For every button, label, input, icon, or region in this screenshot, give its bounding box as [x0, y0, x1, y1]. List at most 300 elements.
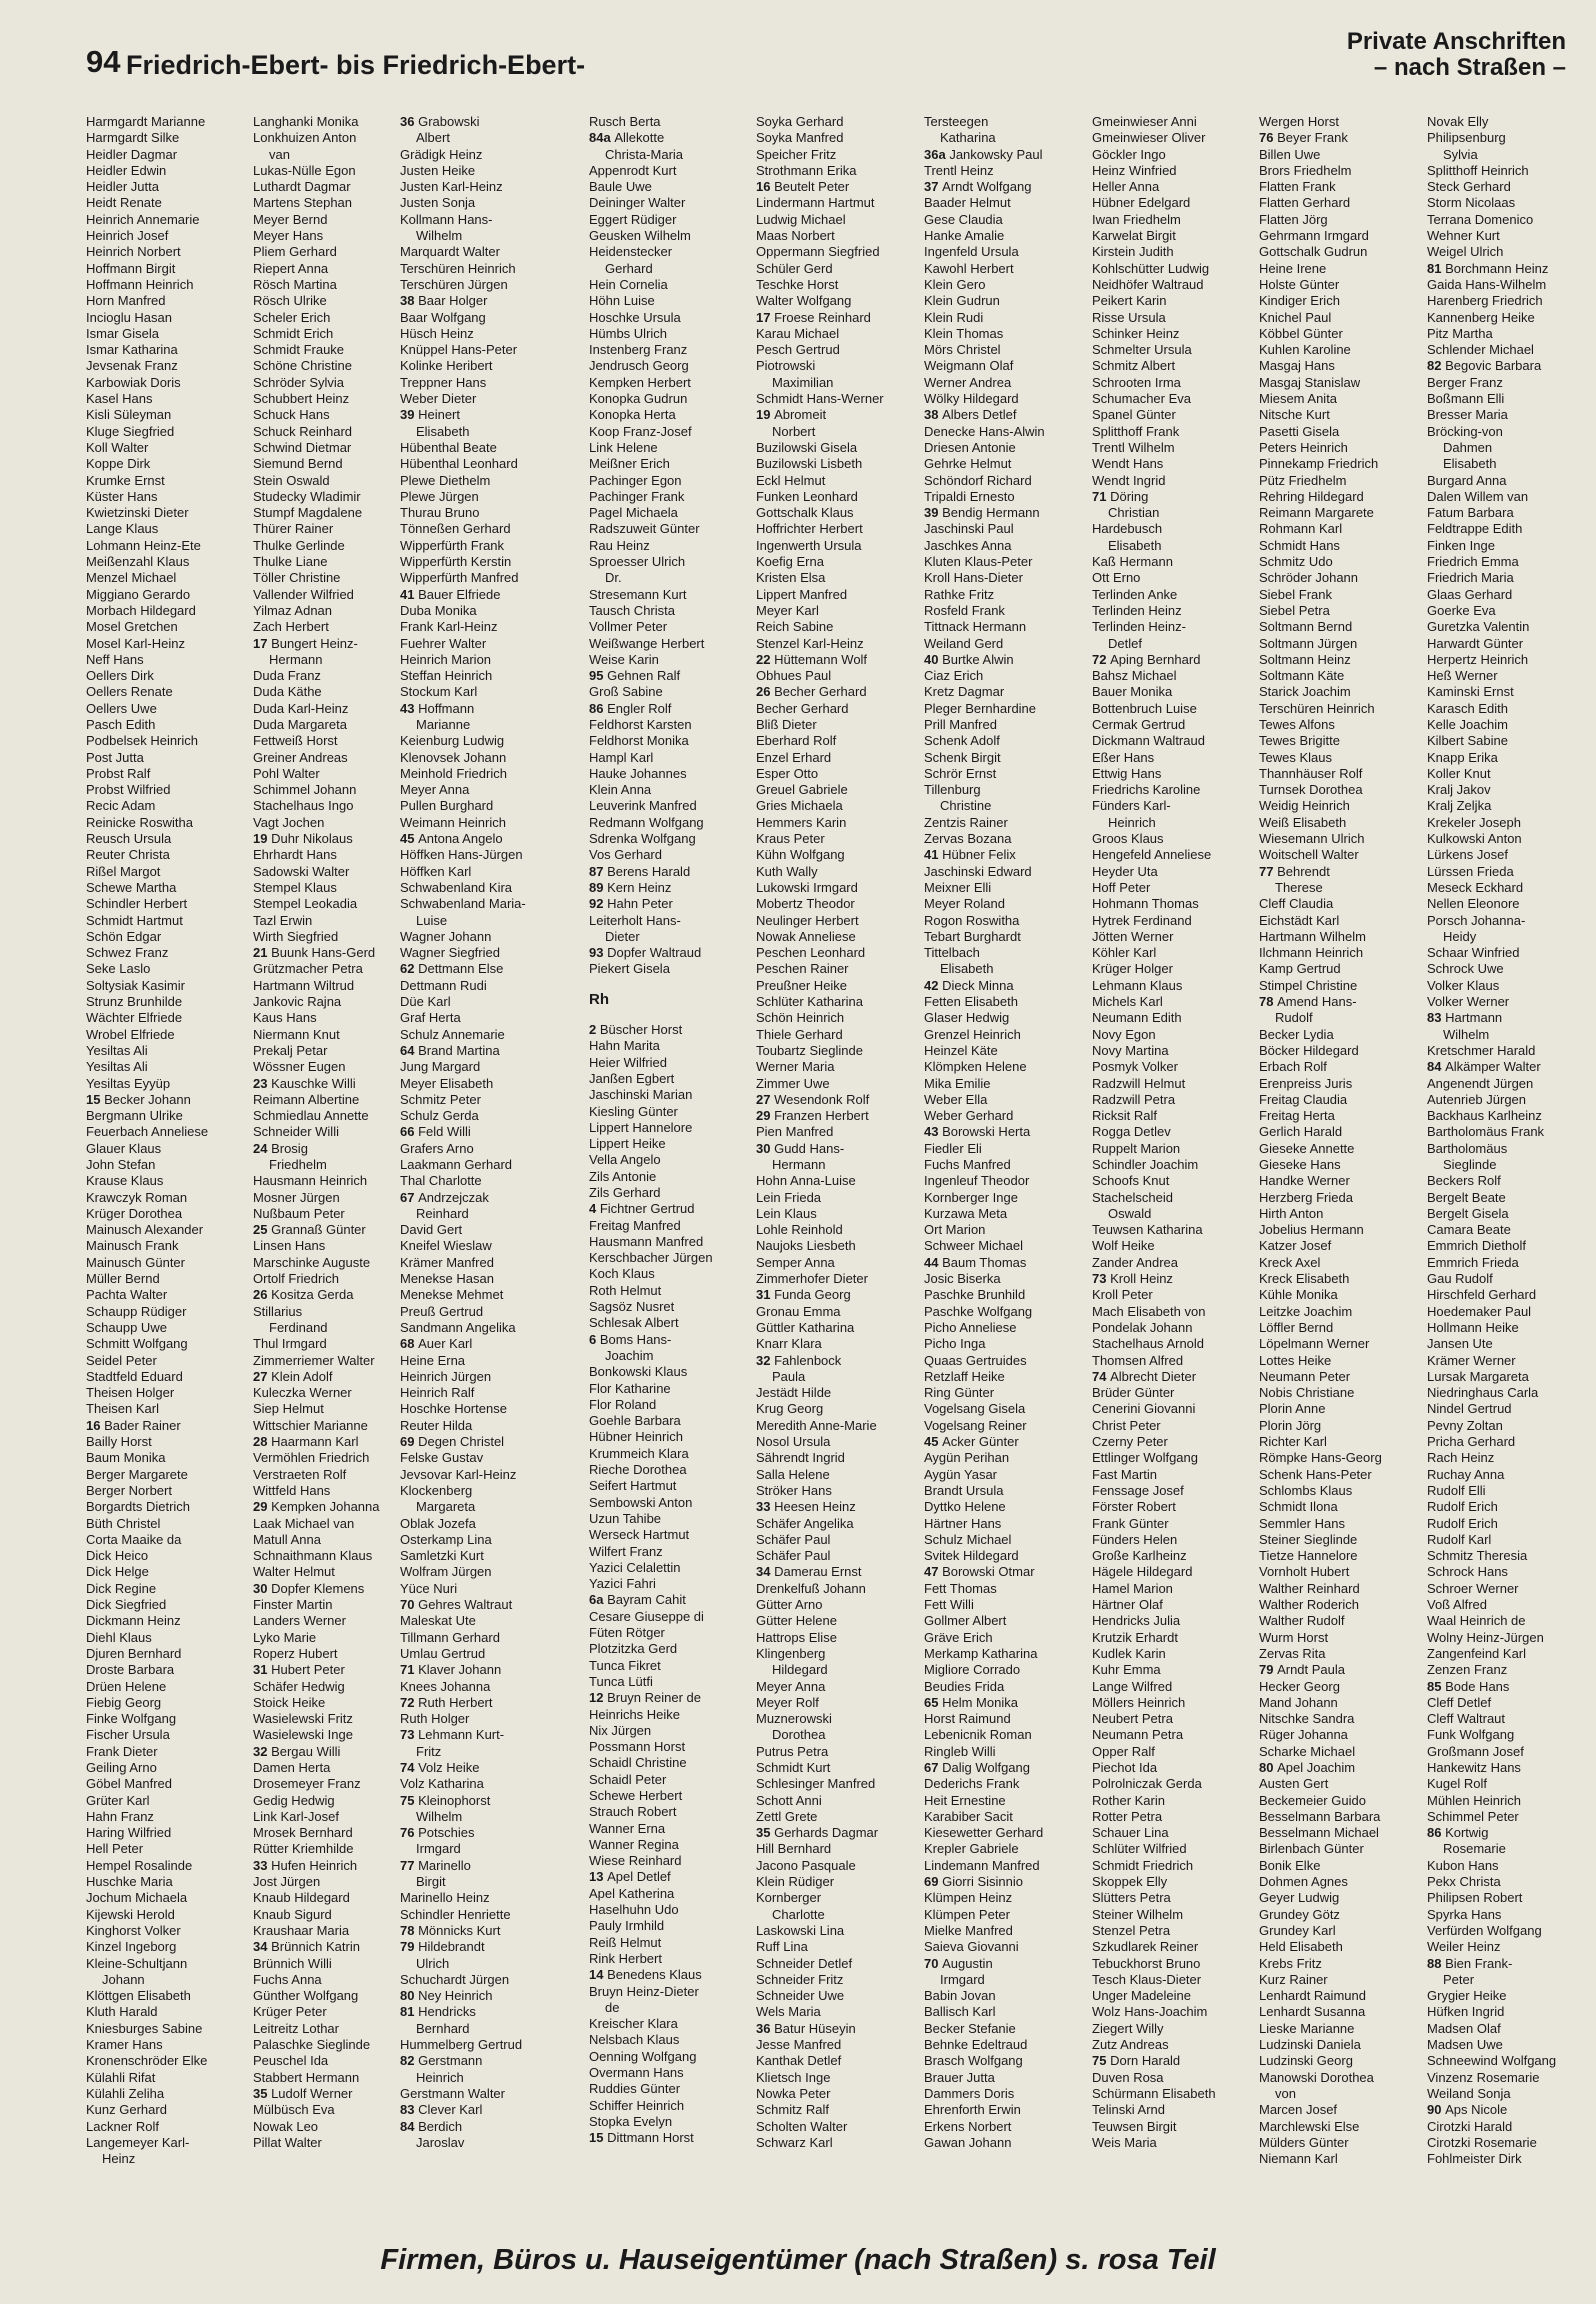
- house-number: 73: [1092, 1271, 1111, 1287]
- directory-entry: 76 Beyer Frank: [1259, 130, 1348, 146]
- column-6: [924, 114, 1086, 2220]
- house-number: 47: [924, 1564, 943, 1580]
- directory-entry: Pasetti Gisela: [1259, 423, 1340, 439]
- directory-entry: 64 Brand Martina: [400, 1042, 500, 1058]
- directory-entry: Radszuweit Günter: [589, 521, 700, 537]
- directory-entry: Friedrich Emma: [1427, 554, 1519, 570]
- directory-entry: Nobis Christiane: [1259, 1385, 1355, 1401]
- directory-entry: Held Elisabeth: [1259, 1939, 1343, 1955]
- directory-entry: Mainusch Frank: [86, 1238, 179, 1254]
- directory-entry: Jestädt Hilde: [756, 1385, 832, 1401]
- directory-entry: Lieske Marianne: [1259, 2020, 1355, 2036]
- directory-entry: Schröder Johann: [1259, 570, 1359, 586]
- directory-entry: 33 Heesen Heinz: [756, 1499, 856, 1515]
- directory-entry: Naujoks Liesbeth: [756, 1238, 856, 1254]
- directory-entry: Kretschmer Harald: [1427, 1042, 1536, 1058]
- directory-entry: Ricksit Ralf: [1092, 1108, 1158, 1124]
- directory-entry: Rach Heinz: [1427, 1450, 1495, 1466]
- directory-entry: Wächter Elfriede: [86, 1010, 183, 1026]
- directory-entry: Rißel Margot: [86, 863, 161, 879]
- directory-entry: Holste Günter: [1259, 276, 1340, 292]
- directory-entry: Kluth Harald: [86, 2004, 158, 2020]
- entry-continuation: Rudolf: [1275, 1010, 1313, 1026]
- directory-entry: Mainusch Günter: [86, 1254, 185, 1270]
- entry-continuation: Sylvia: [1443, 146, 1478, 162]
- directory-entry: Hemmers Karin: [756, 814, 847, 830]
- directory-entry: Günther Wolfgang: [253, 1988, 359, 2004]
- directory-entry: 45 Acker Günter: [924, 1434, 1019, 1450]
- directory-entry: Hoffrichter Herbert: [756, 521, 863, 537]
- directory-entry: Hankewitz Hans: [1427, 1759, 1521, 1775]
- directory-entry: Kaus Hans: [253, 1010, 317, 1026]
- directory-entry: Kroll Hans-Dieter: [924, 570, 1023, 586]
- directory-entry: Feuerbach Anneliese: [86, 1124, 209, 1140]
- entry-continuation: Irmgard: [940, 1971, 985, 1987]
- directory-entry: Kroll Peter: [1092, 1287, 1153, 1303]
- entry-continuation: Bernhard: [416, 2020, 470, 2036]
- directory-entry: Stempel Klaus: [253, 879, 337, 895]
- directory-entry: Michels Karl: [1092, 994, 1163, 1010]
- directory-entry: Peikert Karin: [1092, 293, 1167, 309]
- directory-entry: Klömpken Helene: [924, 1059, 1027, 1075]
- directory-entry: Nitschke Sandra: [1259, 1711, 1355, 1727]
- directory-entry: Weidig Heinrich: [1259, 798, 1350, 814]
- directory-entry: Schwabenland Kira: [400, 879, 513, 895]
- directory-entry: Hoschke Ursula: [589, 309, 681, 325]
- directory-entry: Redmann Wolfgang: [589, 814, 704, 830]
- directory-entry: Karbowiak Doris: [86, 374, 181, 390]
- directory-entry: Kilbert Sabine: [1427, 733, 1508, 749]
- directory-entry: Hattrops Elise: [756, 1629, 837, 1645]
- directory-entry: Yesiltas Eyyüp: [86, 1075, 171, 1091]
- directory-entry: Siebel Petra: [1259, 602, 1330, 618]
- directory-entry: Czerny Peter: [1092, 1434, 1168, 1450]
- directory-entry: Wasielewski Inge: [253, 1727, 353, 1743]
- house-number: 79: [1259, 1662, 1278, 1678]
- directory-entry: Hoffmann Heinrich: [86, 276, 194, 292]
- directory-entry: Geyer Ludwig: [1259, 1890, 1340, 1906]
- directory-entry: Splitthoff Heinrich: [1427, 162, 1529, 178]
- directory-entry: Prekalj Petar: [253, 1042, 328, 1058]
- house-number: 41: [400, 586, 419, 602]
- directory-entry: Karabiber Sacit: [924, 1808, 1013, 1824]
- directory-entry: Schindler Joachim: [1092, 1157, 1199, 1172]
- directory-entry: Uzun Tahibe: [589, 1510, 662, 1526]
- directory-entry: Kuhr Emma: [1092, 1662, 1161, 1678]
- directory-entry: Hohn Anna-Luise: [756, 1173, 856, 1189]
- directory-entry: Karau Michael: [756, 325, 840, 341]
- directory-entry: Lenhardt Susanna: [1259, 2004, 1366, 2020]
- directory-entry: Hägele Hildegard: [1092, 1564, 1193, 1580]
- directory-entry: Pagel Michaela: [589, 505, 678, 521]
- directory-entry: Glauer Klaus: [86, 1140, 162, 1156]
- directory-entry: Drosemeyer Franz: [253, 1776, 361, 1792]
- directory-entry: Lohle Reinhold: [756, 1222, 843, 1238]
- house-number: 70: [400, 1597, 419, 1613]
- directory-entry: Koch Klaus: [589, 1266, 655, 1282]
- house-number: 23: [253, 1075, 272, 1091]
- directory-entry: Kasel Hans: [86, 391, 153, 407]
- directory-entry: Kronenschröder Elke: [86, 2053, 208, 2069]
- directory-entry: Beudies Frida: [924, 1678, 1005, 1694]
- directory-entry: Terlinden Heinz: [1092, 602, 1182, 618]
- directory-entry: Droste Barbara: [86, 1662, 175, 1678]
- directory-entry: 45 Antona Angelo: [400, 831, 503, 847]
- directory-entry: Retzlaff Heike: [924, 1368, 1005, 1384]
- directory-entry: Ortolf Friedrich: [253, 1271, 339, 1287]
- directory-entry: Rüger Johanna: [1259, 1727, 1348, 1743]
- directory-entry: Goehle Barbara: [589, 1413, 681, 1429]
- directory-entry: 95 Gehnen Ralf: [589, 668, 681, 684]
- house-number: 72: [400, 1694, 419, 1710]
- directory-entry: Krumke Ernst: [86, 472, 165, 488]
- directory-entry: Jankovic Rajna: [253, 994, 342, 1010]
- directory-entry: Tittnack Hermann: [924, 619, 1027, 635]
- directory-entry: Tesch Klaus-Dieter: [1092, 1971, 1202, 1987]
- directory-entry: Kurzawa Meta: [924, 1205, 1008, 1221]
- page-header: [0, 0, 1596, 96]
- directory-entry: Geiling Arno: [86, 1759, 157, 1775]
- directory-entry: 71 Döring: [1092, 488, 1149, 504]
- entry-continuation: Katharina: [940, 130, 996, 146]
- directory-entry: Landers Werner: [253, 1613, 346, 1629]
- directory-entry: Stadtfeld Eduard: [86, 1368, 183, 1384]
- directory-entry: Klein Gudrun: [924, 293, 1000, 309]
- directory-entry: Semmler Hans: [1259, 1515, 1345, 1531]
- directory-entry: Pesch Gertrud: [756, 342, 840, 358]
- directory-entry: Duba Monika: [400, 602, 477, 618]
- directory-entry: Steffan Heinrich: [400, 668, 493, 684]
- directory-entry: Angenendt Jürgen: [1427, 1075, 1534, 1091]
- directory-entry: 80 Apel Joachim: [1259, 1759, 1356, 1775]
- house-number: 70: [924, 1955, 943, 1971]
- directory-entry: Thürer Rainer: [253, 521, 334, 537]
- directory-entry: Aygün Perihan: [924, 1450, 1010, 1466]
- directory-entry: Lange Klaus: [86, 521, 159, 537]
- directory-entry: 83 Hartmann: [1427, 1010, 1503, 1026]
- directory-entry: Nindel Gertrud: [1427, 1401, 1512, 1417]
- entry-continuation: Wilhelm: [416, 228, 463, 244]
- directory-entry: Brauer Jutta: [924, 2069, 995, 2085]
- directory-entry: Cleff Claudia: [1259, 896, 1334, 912]
- directory-entry: Schneewind Wolfgang: [1427, 2053, 1557, 2069]
- directory-entry: Stabbert Hermann: [253, 2069, 360, 2085]
- directory-entry: Wehner Kurt: [1427, 228, 1500, 244]
- directory-entry: Schroer Werner: [1427, 1580, 1519, 1596]
- directory-entry: 78 Mönnicks Kurt: [400, 1922, 501, 1938]
- directory-entry: Rathke Fritz: [924, 586, 995, 602]
- directory-entry: Posmyk Volker: [1092, 1059, 1178, 1075]
- directory-entry: Härtner Olaf: [1092, 1597, 1163, 1613]
- directory-entry: Stimpel Christine: [1259, 977, 1358, 993]
- entry-continuation: Peter: [1443, 1971, 1475, 1987]
- directory-entry: Besselmann Michael: [1259, 1825, 1379, 1841]
- directory-entry: 86 Kortwig: [1427, 1825, 1489, 1841]
- directory-entry: Guretzka Valentin: [1427, 619, 1530, 635]
- directory-entry: Herpertz Heinrich: [1427, 651, 1529, 667]
- directory-entry: Piechot Ida: [1092, 1759, 1158, 1775]
- directory-entry: Bonik Elke: [1259, 1857, 1321, 1873]
- directory-entry: Wagner Siegfried: [400, 945, 500, 961]
- directory-entry: Palaschke Sieglinde: [253, 2037, 371, 2053]
- entry-continuation: Hildegard: [772, 1662, 828, 1678]
- directory-entry: Justen Karl-Heinz: [400, 179, 503, 195]
- directory-entry: Kleine-Schultjann: [86, 1955, 188, 1971]
- page-title: Friedrich-Ebert- bis Friedrich-Ebert-: [126, 50, 586, 80]
- directory-entry: Neulinger Herbert: [756, 912, 859, 928]
- directory-entry: Roth Helmut: [589, 1282, 662, 1298]
- directory-entry: Rudolf Karl: [1427, 1531, 1492, 1547]
- page-number: 94: [86, 44, 121, 79]
- directory-entry: Schmidt Hartmut: [86, 912, 183, 928]
- directory-entry: Gries Michaela: [756, 798, 843, 814]
- directory-entry: Ruff Lina: [756, 1939, 808, 1955]
- directory-entry: Gerlich Harald: [1259, 1124, 1343, 1140]
- directory-entry: 30 Gudd Hans-: [756, 1140, 845, 1156]
- directory-entry: Hamel Marion: [1092, 1580, 1173, 1596]
- directory-entry: Walter Wolfgang: [756, 293, 852, 309]
- directory-entry: Ingenwerth Ursula: [756, 537, 862, 553]
- directory-entry: Deininger Walter: [589, 195, 686, 211]
- directory-entry: Grützmacher Petra: [253, 961, 363, 977]
- directory-entry: Niedringhaus Carla: [1427, 1385, 1539, 1401]
- directory-entry: Soltysiak Kasimir: [86, 977, 185, 993]
- directory-entry: Rohmann Karl: [1259, 521, 1343, 537]
- house-number: 71: [400, 1662, 419, 1678]
- directory-entry: Ströker Hans: [756, 1482, 832, 1498]
- directory-entry: Kreck Axel: [1259, 1254, 1321, 1270]
- directory-entry: 19 Abromeit: [756, 407, 827, 423]
- directory-entry: Schenk Birgit: [924, 749, 1001, 765]
- directory-entry: Duda Käthe: [253, 684, 322, 700]
- directory-entry: Tewes Klaus: [1259, 749, 1332, 765]
- directory-entry: Soltmann Käte: [1259, 668, 1345, 684]
- directory-entry: Stumpf Magdalene: [253, 505, 363, 521]
- entry-continuation: Therese: [1275, 879, 1323, 895]
- directory-entry: Kerschbacher Jürgen: [589, 1250, 713, 1266]
- house-number: 69: [400, 1434, 419, 1450]
- house-number: 84: [1427, 1059, 1446, 1075]
- directory-entry: Burgard Anna: [1427, 472, 1507, 488]
- directory-entry: Marquardt Walter: [400, 244, 500, 260]
- directory-entry: Löffler Bernd: [1259, 1319, 1334, 1335]
- directory-entry: Meyer Anna: [400, 782, 470, 798]
- directory-entry: Sährendt Ingrid: [756, 1450, 845, 1466]
- directory-entry: Ciaz Erich: [924, 668, 984, 684]
- directory-entry: Theisen Karl: [86, 1401, 159, 1417]
- directory-entry: Walther Rudolf: [1259, 1613, 1345, 1629]
- directory-entry: Kubon Hans: [1427, 1857, 1499, 1873]
- directory-entry: Damen Herta: [253, 1759, 331, 1775]
- directory-entry: Terschüren Heinrich: [400, 260, 516, 276]
- directory-entry: 15 Dittmann Horst: [589, 2130, 694, 2146]
- directory-entry: Koller Knut: [1427, 765, 1491, 781]
- entry-continuation: Heinz: [102, 2151, 136, 2167]
- directory-entry: Reuter Hilda: [400, 1417, 473, 1433]
- directory-entry: Possmann Horst: [589, 1739, 686, 1755]
- directory-entry: Yazici Fahri: [589, 1576, 656, 1592]
- directory-entry: Backhaus Karlheinz: [1427, 1108, 1542, 1124]
- directory-entry: Weiland Sonja: [1427, 2085, 1511, 2101]
- entry-continuation: Elisabeth: [1443, 456, 1497, 472]
- directory-entry: Ingenleuf Theodor: [924, 1173, 1030, 1189]
- directory-entry: Goerke Eva: [1427, 602, 1496, 618]
- directory-entry: Finster Martin: [253, 1597, 333, 1613]
- directory-entry: Feldhorst Karsten: [589, 716, 692, 732]
- directory-entry: Reinicke Roswitha: [86, 814, 193, 830]
- directory-entry: Heidt Renate: [86, 195, 162, 211]
- directory-entry: Picho Anneliese: [924, 1319, 1017, 1335]
- directory-entry: Wilfert Franz: [589, 1543, 663, 1559]
- directory-entry: Klümpen Heinz: [924, 1890, 1013, 1906]
- directory-entry: 25 Grannaß Günter: [253, 1222, 366, 1238]
- directory-entry: Baum Monika: [86, 1450, 166, 1466]
- directory-entry: Oellers Dirk: [86, 668, 154, 684]
- directory-entry: Kuth Wally: [756, 863, 818, 879]
- directory-entry: Plewe Diethelm: [400, 472, 491, 488]
- directory-entry: Krepler Gabriele: [924, 1841, 1019, 1857]
- directory-entry: Jaschkes Anna: [924, 537, 1012, 553]
- directory-entry: Gieseke Hans: [1259, 1157, 1341, 1172]
- directory-entry: Lein Frieda: [756, 1189, 822, 1205]
- house-number: 37: [924, 179, 943, 195]
- directory-entry: 78 Amend Hans-: [1259, 994, 1357, 1010]
- directory-entry: Kraus Peter: [756, 831, 825, 847]
- directory-entry: Gese Claudia: [924, 211, 1003, 227]
- directory-entry: Fohlmeister Dirk: [1427, 2151, 1522, 2167]
- directory-entry: Sadowski Walter: [253, 863, 350, 879]
- directory-entry: Schubbert Heinz: [253, 391, 350, 407]
- directory-entry: Kwietzinski Dieter: [86, 505, 189, 521]
- directory-entry: 29 Kempken Johanna: [253, 1499, 380, 1515]
- house-number: 45: [400, 831, 419, 847]
- house-number: 79: [400, 1939, 419, 1955]
- house-number: 76: [1259, 130, 1278, 146]
- directory-entry: 84 Alkämper Walter: [1427, 1059, 1541, 1075]
- directory-entry: Radzwill Helmut: [1092, 1075, 1186, 1091]
- directory-entry: Vella Angelo: [589, 1152, 661, 1168]
- directory-entry: Tebart Burghardt: [924, 928, 1021, 944]
- directory-entry: Toubartz Sieglinde: [756, 1042, 863, 1058]
- address-columns: [86, 114, 1570, 2220]
- directory-entry: Gollmer Albert: [924, 1613, 1007, 1629]
- directory-entry: Schulz Michael: [924, 1531, 1012, 1547]
- directory-entry: Schewe Herbert: [589, 1787, 683, 1803]
- directory-entry: Hempel Rosalinde: [86, 1857, 193, 1873]
- directory-entry: Gedig Hedwig: [253, 1792, 335, 1808]
- directory-entry: Hampl Karl: [589, 749, 654, 765]
- directory-entry: Dohmen Agnes: [1259, 1874, 1348, 1890]
- directory-entry: Kunz Gerhard: [86, 2102, 167, 2118]
- entry-continuation: Christa-Maria: [605, 146, 684, 162]
- directory-entry: Fenssage Josef: [1092, 1482, 1184, 1498]
- directory-entry: Kristen Elsa: [756, 570, 826, 586]
- directory-entry: Maas Norbert: [756, 228, 835, 244]
- directory-entry: Küster Hans: [86, 488, 158, 504]
- directory-entry: Gieseke Annette: [1259, 1140, 1355, 1156]
- directory-entry: Laakmann Gerhard: [400, 1157, 513, 1172]
- directory-entry: Weimann Heinrich: [400, 814, 506, 830]
- house-number: 84a: [589, 130, 615, 146]
- directory-entry: Heinrich Ralf: [400, 1385, 475, 1401]
- directory-entry: 12 Bruyn Reiner de: [589, 1690, 702, 1706]
- entry-continuation: Detlef: [1108, 635, 1142, 651]
- directory-entry: Spanel Günter: [1092, 407, 1176, 423]
- directory-entry: Werseck Hartmut: [589, 1527, 690, 1543]
- directory-entry: Heinz Winfried: [1092, 162, 1177, 178]
- directory-entry: Skoppek Elly: [1092, 1874, 1168, 1890]
- directory-entry: Ludzinski Georg: [1259, 2053, 1353, 2069]
- directory-entry: Pullen Burghard: [400, 798, 494, 814]
- directory-entry: Gmeinwieser Oliver: [1092, 130, 1206, 146]
- directory-entry: Leuverink Manfred: [589, 798, 697, 814]
- directory-entry: Brasch Wolfgang: [924, 2053, 1023, 2069]
- directory-entry: Eßer Hans: [1092, 749, 1155, 765]
- directory-entry: Zimmerriemer Walter: [253, 1352, 375, 1368]
- directory-entry: 36 Batur Hüseyin: [756, 2020, 856, 2036]
- directory-entry: Weigmann Olaf: [924, 358, 1014, 374]
- directory-entry: Menekse Hasan: [400, 1271, 494, 1287]
- house-number: 69: [924, 1874, 943, 1890]
- directory-entry: Pevny Zoltan: [1427, 1417, 1503, 1433]
- directory-entry: Wurm Horst: [1259, 1629, 1329, 1645]
- directory-entry: Kluge Siegfried: [86, 423, 175, 439]
- section-title: Private Anschriften: [1346, 28, 1566, 55]
- directory-entry: Lürssen Frieda: [1427, 863, 1514, 879]
- directory-entry: Jansen Ute: [1427, 1336, 1493, 1352]
- directory-entry: Tunca Fikret: [589, 1657, 661, 1673]
- directory-entry: Gottschalk Klaus: [756, 505, 854, 521]
- directory-entry: Trentl Heinz: [924, 162, 994, 178]
- directory-entry: 32 Fahlenbock: [756, 1352, 842, 1368]
- house-number: 73: [400, 1727, 419, 1743]
- directory-entry: Schmidt Ilona: [1259, 1499, 1338, 1515]
- directory-entry: Sandmann Angelika: [400, 1319, 516, 1335]
- directory-entry: Kirstein Judith: [1092, 244, 1174, 260]
- directory-entry: 89 Kern Heinz: [589, 879, 672, 895]
- directory-entry: Groß Sabine: [589, 684, 663, 700]
- directory-entry: Terschüren Jürgen: [400, 276, 508, 292]
- directory-entry: Semper Anna: [756, 1254, 835, 1270]
- directory-entry: Duda Franz: [253, 668, 321, 684]
- directory-entry: Bailly Horst: [86, 1434, 152, 1450]
- directory-entry: Madsen Olaf: [1427, 2020, 1501, 2036]
- directory-entry: Köhler Karl: [1092, 945, 1157, 961]
- directory-entry: Niemann Karl: [1259, 2151, 1338, 2167]
- directory-entry: Heier Wilfried: [589, 1054, 668, 1070]
- directory-entry: Fett Willi: [924, 1597, 974, 1613]
- directory-entry: Soyka Manfred: [756, 130, 844, 146]
- directory-entry: Tietze Hannelore: [1259, 1548, 1358, 1564]
- directory-entry: Schuchardt Jürgen: [400, 1971, 510, 1987]
- directory-entry: Meinhold Friedrich: [400, 765, 507, 781]
- directory-entry: Recic Adam: [86, 798, 156, 814]
- directory-entry: 42 Dieck Minna: [924, 977, 1014, 993]
- directory-entry: Rütter Kriemhilde: [253, 1841, 354, 1857]
- directory-entry: Knarr Klara: [756, 1336, 822, 1352]
- directory-entry: Pinnekamp Friedrich: [1259, 456, 1379, 472]
- directory-entry: Pachta Walter: [86, 1287, 168, 1303]
- directory-entry: Volker Klaus: [1427, 977, 1500, 993]
- directory-entry: Schoofs Knut: [1092, 1173, 1170, 1189]
- directory-entry: Pitz Martha: [1427, 325, 1493, 341]
- directory-entry: Jung Margard: [400, 1059, 481, 1075]
- house-number: 84: [400, 2118, 419, 2134]
- directory-entry: Kannenberg Heike: [1427, 309, 1535, 325]
- directory-entry: Schlombs Klaus: [1259, 1482, 1353, 1498]
- house-number: 74: [1092, 1368, 1111, 1384]
- directory-entry: Gerstmann Walter: [400, 2085, 505, 2101]
